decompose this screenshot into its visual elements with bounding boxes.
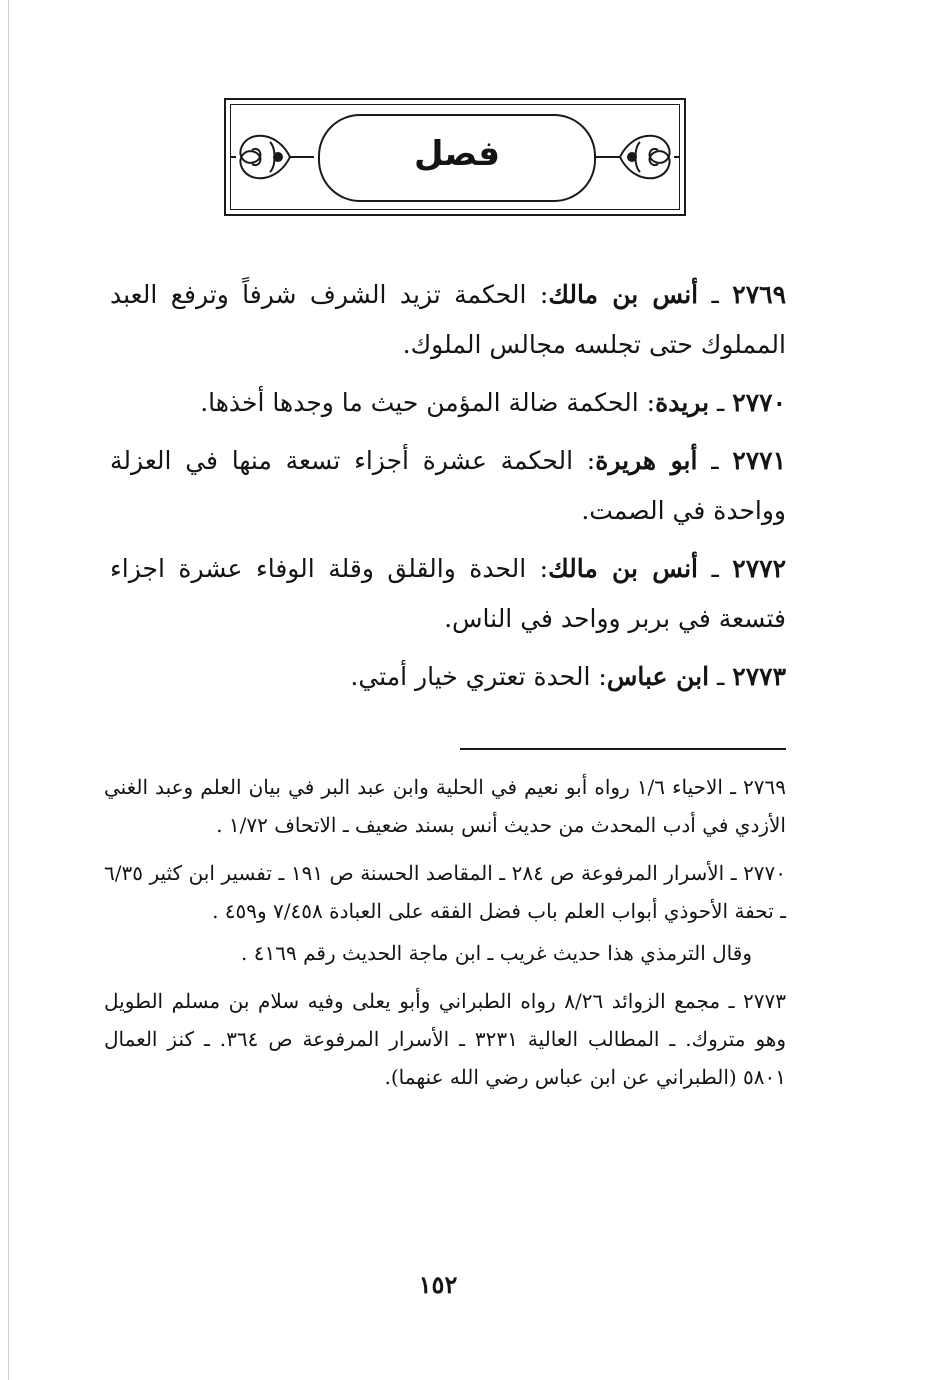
arabesque-left-icon — [230, 124, 318, 190]
hadith-number: ٢٧٧٠ — [732, 388, 786, 417]
hadith-entry: ٢٧٧٢ ـ أنس بن مالك: الحدة والقلق وقلة الوفاء عشرة اجزاء فتسعة في بربر وواحد في الناس. — [110, 554, 786, 633]
hadith-text: الحكمة ضالة المؤمن حيث ما وجدها أخذها. — [200, 388, 639, 417]
hadith-entry: ٢٧٧١ ـ أبو هريرة: الحكمة عشرة أجزاء تسعة منها في العزلة وواحدة في الصمت. — [110, 446, 787, 525]
hadith-number: ٢٧٧٢ — [732, 554, 786, 583]
hadith-list — [110, 270, 786, 710]
hadith-number: ٢٧٦٩ — [732, 280, 787, 309]
hadith-number: ٢٧٧١ — [732, 446, 787, 475]
arabesque-right-icon — [592, 124, 680, 190]
footnote-separator — [460, 748, 786, 750]
footnotes — [104, 768, 786, 1106]
hadith-narrator: ابن عباس — [606, 662, 710, 691]
title-cartouche — [318, 114, 596, 202]
footnote: ٢٧٦٩ ـ الاحياء ١/٦ رواه أبو نعيم في الحلية وابن عبد البر في بيان العلم وعبد الغني الأزدي في أدب المحدث من حديث أنس بسند ضعيف ـ الاتحاف ١/٧٢ . — [104, 775, 786, 837]
footnote-continuation: وقال الترمذي هذا حديث غريب ـ ابن ماجة الحديث رقم ٤١٦٩ . — [241, 941, 752, 965]
footnote: ٢٧٧٣ ـ مجمع الزوائد ٨/٢٦ رواه الطبراني وأبو يعلى وفيه سلام بن مسلم الطويل وهو متروك. ـ المطالب العالية ٣٢٣١ ـ الأسرار المرفوعة ص ٣٦٤. ـ كنز العمال ٥٨٠١ (الطبراني عن ابن عباس رضي الله عنهما). — [104, 989, 786, 1089]
chapter-title: فصل — [413, 134, 501, 174]
hadith-number: ٢٧٧٣ — [732, 662, 786, 691]
hadith-entry: ٢٧٦٩ ـ أنس بن مالك: الحكمة تزيد الشرف شرفاً وترفع العبد المملوك حتى تجلسه مجالس الملوك. — [110, 280, 787, 359]
chapter-header-frame — [224, 98, 686, 216]
hadith-narrator: أبو هريرة — [595, 446, 698, 475]
hadith-narrator: بريدة — [655, 388, 710, 417]
hadith-text: الحكمة عشرة أجزاء تسعة منها في العزلة وواحدة في الصمت. — [110, 446, 786, 525]
hadith-narrator: أنس بن مالك — [548, 280, 699, 309]
hadith-entry: ٢٧٧٠ ـ بريدة: الحكمة ضالة المؤمن حيث ما وجدها أخذها. — [200, 388, 786, 417]
footnote: ٢٧٧٠ ـ الأسرار المرفوعة ص ٢٨٤ ـ المقاصد الحسنة ص ١٩١ ـ تفسير ابن كثير ٦/٣٥ ـ تحفة الأحوذي أبواب العلم باب فضل الفقه على العبادة ٧/٤٥٨ و٤٥٩ . — [104, 861, 787, 923]
hadith-text: الحدة تعتري خيار أمتي. — [350, 662, 591, 691]
page-number: ١٥٢ — [418, 1270, 458, 1299]
hadith-text: الحدة والقلق وقلة الوفاء عشرة اجزاء فتسعة في بربر وواحد في الناس. — [110, 554, 786, 633]
hadith-text: الحكمة تزيد الشرف شرفاً وترفع العبد المملوك حتى تجلسه مجالس الملوك. — [110, 280, 786, 359]
hadith-entry: ٢٧٧٣ ـ ابن عباس: الحدة تعتري خيار أمتي. — [350, 662, 786, 691]
hadith-narrator: أنس بن مالك — [548, 554, 699, 583]
page-edge-rule — [8, 0, 9, 1380]
